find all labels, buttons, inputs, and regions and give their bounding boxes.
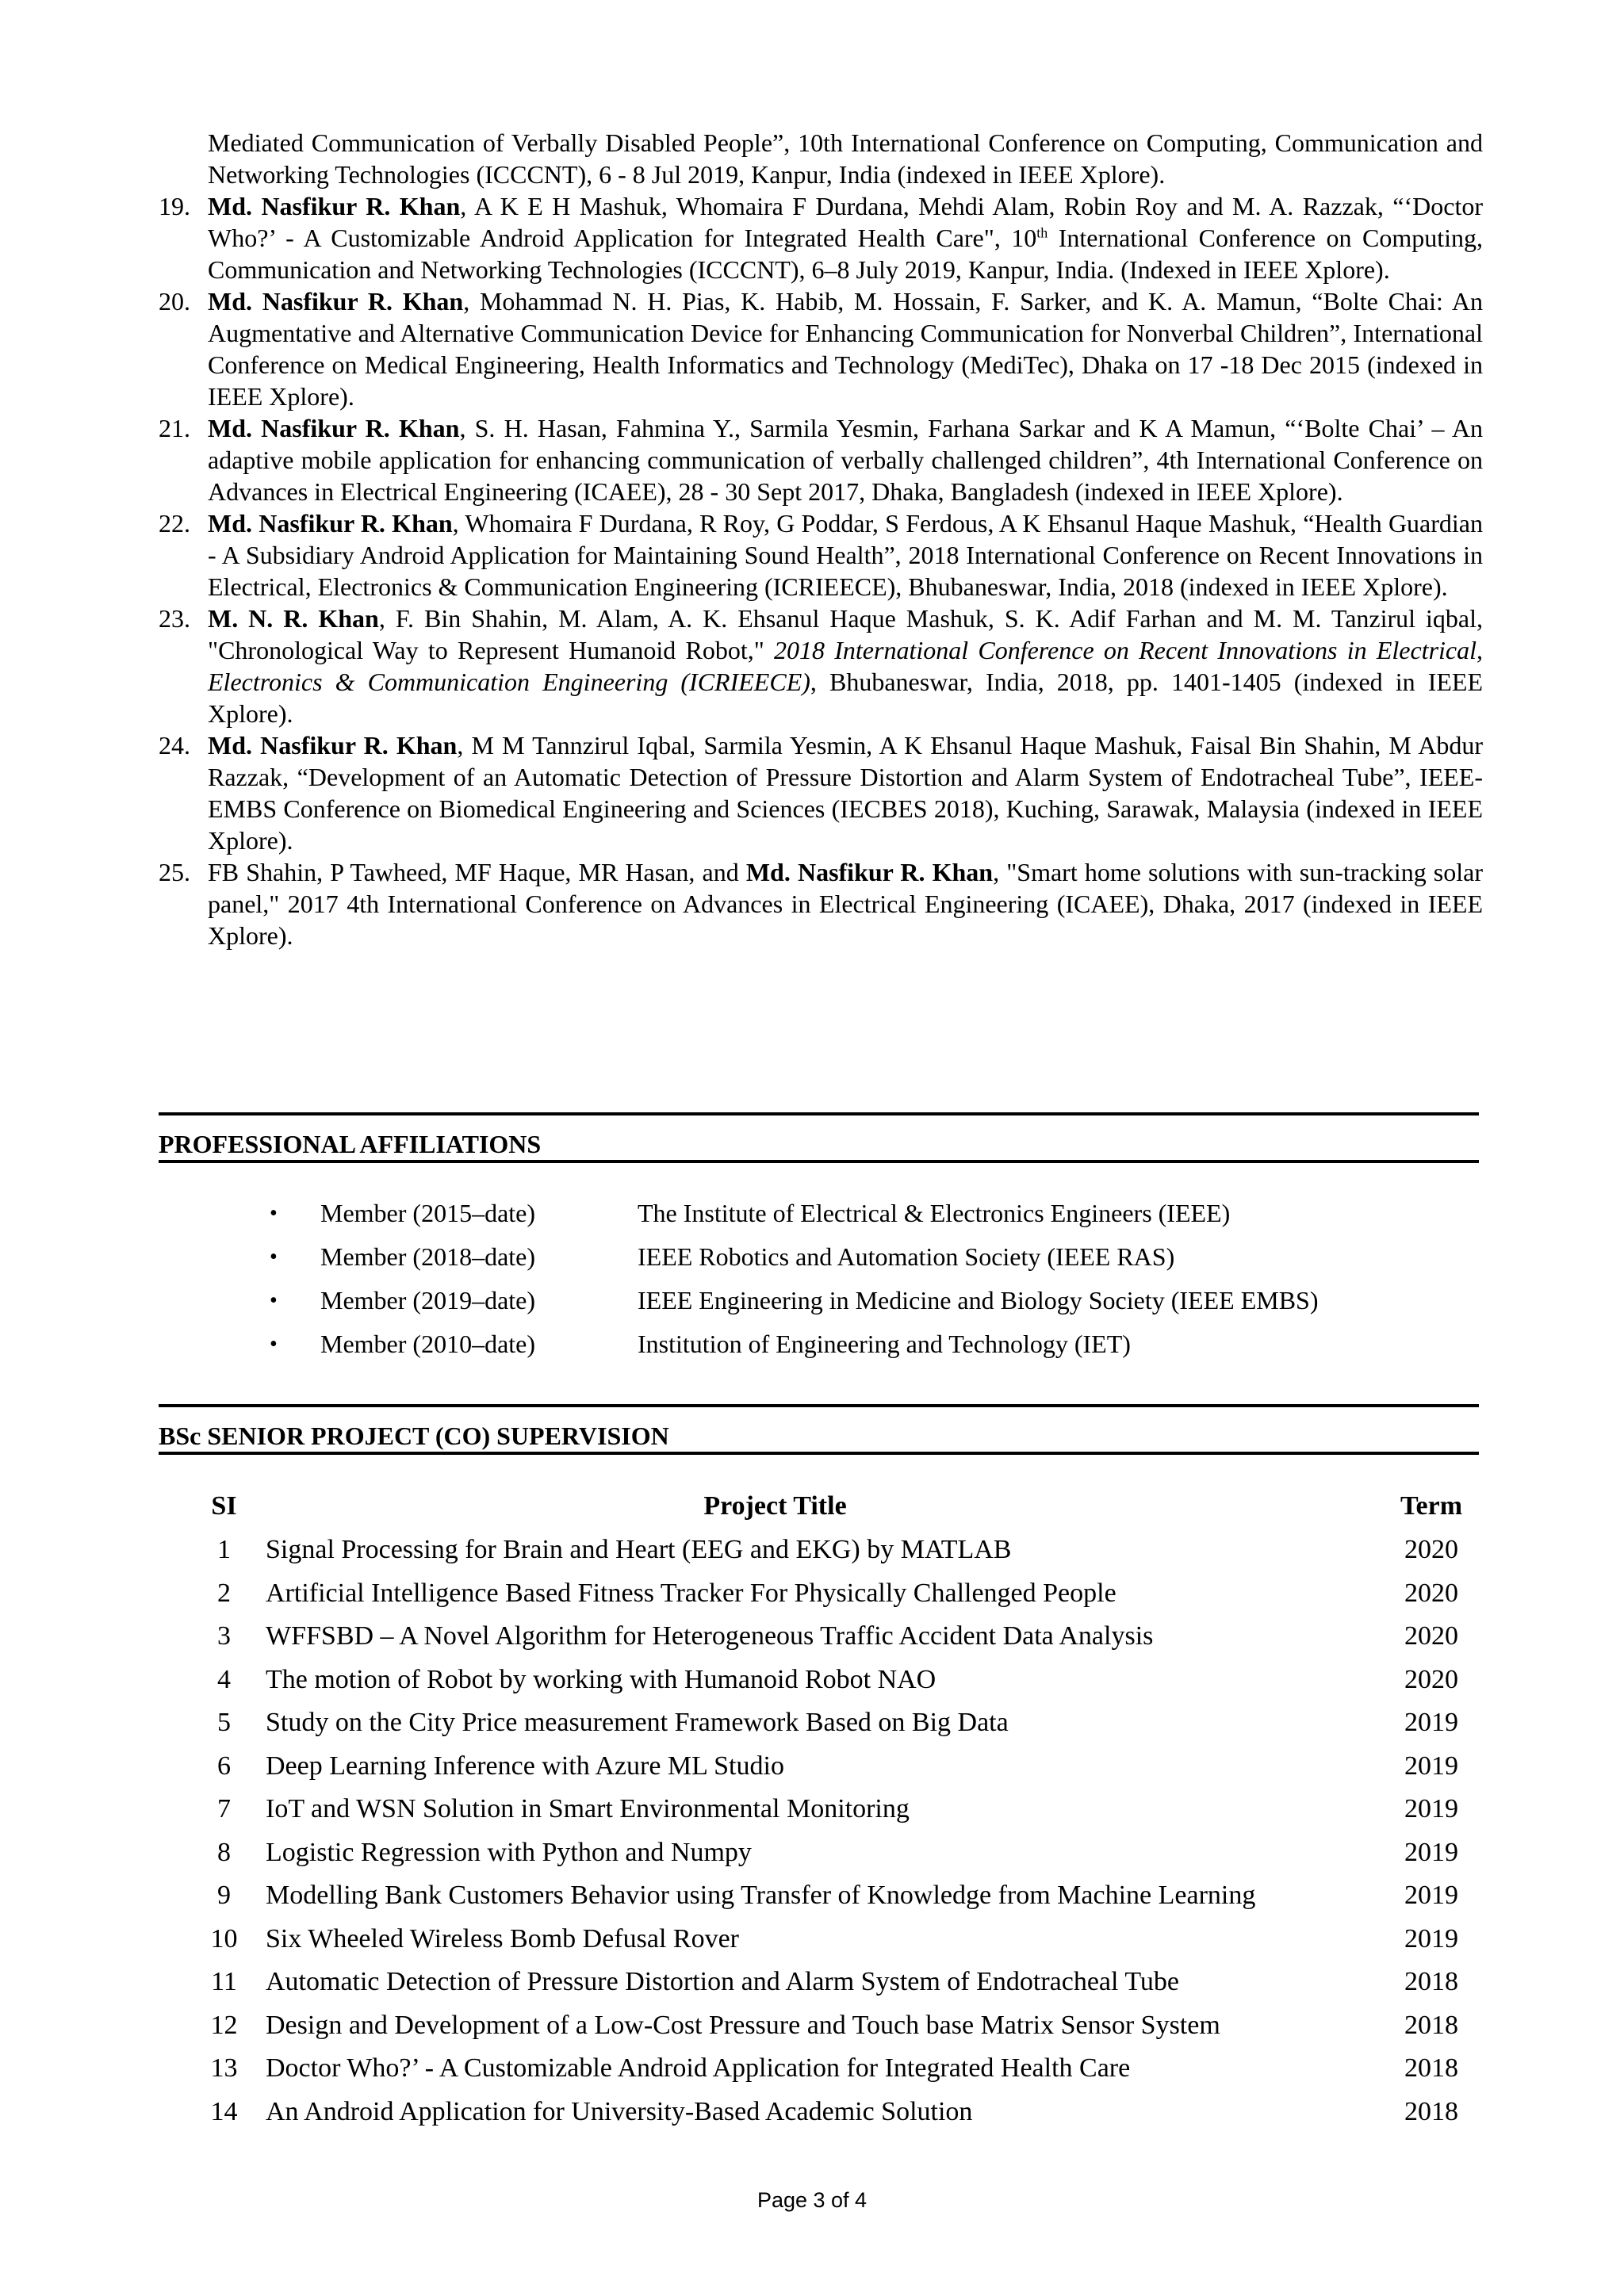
row-project-title: WFFSBD – A Novel Algorithm for Heterogeneous Traffic Accident Data Analysis [266, 1621, 1154, 1651]
bullet-icon: • [270, 1288, 278, 1313]
table-row [182, 1961, 1483, 2004]
row-term: 2018 [1404, 2053, 1458, 2084]
publication-fragment: , Whomaira F Durdana, R Roy, G Poddar, S Ferdous, A K Ehsanul Haque Mashuk, “Health Guardian - A Subsidiary Android Application for Maintaining Sound Health”, 2018 International Conference on Recent Innovations in Electrical, Electronics & Communication Engineering (ICRIEECE), Bhubaneswar, India, 2018 (indexed in IEEE Xplore). [208, 509, 1484, 601]
author-name: Md. Nasfikur R. Khan [208, 287, 464, 316]
publication-item [159, 285, 1483, 412]
row-project-title: Study on the City Price measurement Framework Based on Big Data [266, 1708, 1009, 1738]
row-si: 7 [217, 1794, 231, 1824]
affiliation-item [270, 1192, 1459, 1235]
row-si: 9 [217, 1881, 231, 1911]
table-row [182, 1918, 1483, 1961]
publication-fragment: , Mohammad N. H. Pias, K. Habib, M. Hossain, F. Sarker, and K. A. Mamun, “Bolte Chai: An Augmentative and Alternative Communication Device for Enhancing Communication for Nonverbal Children”, International Conference on Medical Engineering, Health Informatics and Technology (MediTec), Dhaka on 17 -18 Dec 2015 (indexed in IEEE Xplore). [208, 287, 1484, 411]
header-term: Term [1400, 1491, 1463, 1521]
publication-number: 25. [159, 858, 190, 886]
publication-text [208, 285, 1483, 412]
publication-text [208, 127, 1483, 190]
row-term: 2019 [1404, 1794, 1458, 1824]
publication-item [159, 507, 1483, 603]
row-project-title: Six Wheeled Wireless Bomb Defusal Rover [266, 1923, 739, 1954]
affiliation-organization: IEEE Engineering in Medicine and Biology Society (IEEE EMBS) [638, 1286, 1319, 1314]
row-project-title: Artificial Intelligence Based Fitness Tracker For Physically Challenged People [266, 1578, 1116, 1608]
row-term: 2020 [1404, 1621, 1458, 1651]
publication-text [208, 729, 1483, 856]
header-si: SI [211, 1491, 237, 1521]
publication-text [208, 190, 1483, 285]
publication-number: 19. [159, 192, 190, 220]
publication-fragment: , F. Bin Shahin, M. Alam, A. K. Ehsanul Haque Mashuk, S. K. Adif Farhan and M. M. Tanzirul iqbal, "Chronological Way to Represent Humanoid Robot," [208, 604, 1484, 664]
publication-item [159, 127, 1483, 190]
author-name: Md. Nasfikur R. Khan [745, 858, 994, 886]
row-term: 2018 [1404, 1967, 1458, 1997]
publication-number: 24. [159, 731, 190, 760]
row-si: 4 [217, 1664, 231, 1694]
table-row [182, 1659, 1483, 1702]
row-si: 2 [217, 1578, 231, 1608]
row-term: 2019 [1404, 1708, 1458, 1738]
publication-item [159, 603, 1483, 729]
page-number: Page 3 of 4 [756, 2188, 868, 2212]
row-project-title: Doctor Who?’ - A Customizable Android Application for Integrated Health Care [266, 2053, 1131, 2084]
row-project-title: Modelling Bank Customers Behavior using Transfer of Knowledge from Machine Learning [266, 1881, 1256, 1911]
project-table [182, 1484, 1483, 2133]
section-title: BSc SENIOR PROJECT (CO) SUPERVISION [159, 1422, 669, 1450]
publication-item [159, 190, 1483, 285]
publication-fragment: , A K E H Mashuk, Whomaira F Durdana, Mehdi Alam, Robin Roy and M. A. Razzak, “‘Doctor Who?’ - A Customizable Android Application for Integrated Health Care", 10 [208, 192, 1484, 252]
affiliation-list [270, 1192, 1459, 1366]
row-term: 2018 [1404, 2096, 1458, 2126]
publication-fragment: , M M Tannzirul Iqbal, Sarmila Yesmin, A K Ehsanul Haque Mashuk, Faisal Bin Shahin, M Abdur Razzak, “Development of an Automatic Detection of Pressure Distortion and Alarm System of Endotracheal Tube”, IEEE-EMBS Conference on Biomedical Engineering and Sciences (IECBES 2018), Kuching, Sarawak, Malaysia (indexed in IEEE Xplore). [208, 731, 1484, 855]
row-term: 2019 [1404, 1751, 1458, 1781]
affiliation-organization: The Institute of Electrical & Electronics Engineers (IEEE) [638, 1199, 1231, 1227]
author-name: Md. Nasfikur R. Khan [208, 509, 453, 538]
row-term: 2020 [1404, 1664, 1458, 1694]
publication-fragment: Mediated Communication of Verbally Disabled People”, 10th International Conference on Computing, Communication and Networking Technologies (ICCCNT), 6 - 8 Jul 2019, Kanpur, India (indexed in IEEE Xplore). [208, 128, 1483, 189]
publication-item [159, 412, 1483, 507]
affiliation-item [270, 1235, 1459, 1279]
affiliation-role: Member (2019–date) [320, 1286, 536, 1314]
author-name: Md. Nasfikur R. Khan [208, 731, 458, 760]
affiliation-organization: Institution of Engineering and Technology (IET) [638, 1330, 1131, 1358]
bullet-icon: • [270, 1331, 278, 1357]
row-si: 8 [217, 1837, 231, 1867]
row-term: 2018 [1404, 2010, 1458, 2040]
affiliation-role: Member (2018–date) [320, 1242, 536, 1271]
row-project-title: Deep Learning Inference with Azure ML Studio [266, 1751, 784, 1781]
row-si: 6 [217, 1751, 231, 1781]
row-project-title: An Android Application for University-Based Academic Solution [266, 2096, 973, 2126]
row-si: 12 [210, 2010, 238, 2040]
row-si: 3 [217, 1621, 231, 1651]
publication-fragment: th [1036, 224, 1048, 241]
project-table-header [182, 1484, 1483, 1529]
section-rule-bottom [159, 1452, 1479, 1455]
table-row [182, 2004, 1483, 2048]
publication-text [208, 856, 1483, 951]
row-si: 1 [217, 1535, 231, 1565]
bullet-icon: • [270, 1200, 278, 1226]
table-row [182, 1874, 1483, 1918]
publication-fragment: , Bhubaneswar, India, 2018, pp. 1401-1405 (indexed in IEEE Xplore). [208, 668, 1484, 728]
affiliation-role: Member (2010–date) [320, 1330, 536, 1358]
publication-number: 23. [159, 604, 190, 633]
row-si: 11 [211, 1967, 237, 1997]
author-name: M. N. R. Khan [208, 604, 379, 633]
table-row [182, 2047, 1483, 2091]
publication-item [159, 856, 1483, 951]
row-term: 2019 [1404, 1923, 1458, 1954]
section-rule-bottom [159, 1160, 1479, 1163]
row-term: 2020 [1404, 1535, 1458, 1565]
row-term: 2019 [1404, 1881, 1458, 1911]
affiliation-role: Member (2015–date) [320, 1199, 536, 1227]
project-table-body [182, 1529, 1483, 2133]
affiliation-item [270, 1322, 1459, 1366]
row-project-title: The motion of Robot by working with Humanoid Robot NAO [266, 1664, 936, 1694]
table-row [182, 1572, 1483, 1616]
row-term: 2019 [1404, 1837, 1458, 1867]
table-row [182, 1529, 1483, 1572]
publication-number: 22. [159, 509, 190, 538]
publication-text [208, 603, 1483, 729]
bullet-icon: • [270, 1244, 278, 1269]
row-si: 14 [210, 2096, 238, 2126]
row-project-title: IoT and WSN Solution in Smart Environmental Monitoring [266, 1794, 910, 1824]
table-row [182, 1615, 1483, 1659]
supervision-section [159, 1404, 1479, 1455]
table-row [182, 1701, 1483, 1745]
affiliations-section [159, 1112, 1479, 1163]
affiliation-item [270, 1279, 1459, 1322]
publication-text [208, 412, 1483, 507]
row-project-title: Logistic Regression with Python and Numpy [266, 1837, 752, 1867]
publication-number: 20. [159, 287, 190, 316]
publication-text [208, 507, 1483, 603]
section-title: PROFESSIONAL AFFILIATIONS [159, 1130, 542, 1158]
publication-number: 21. [159, 414, 190, 442]
header-project-title: Project Title [703, 1491, 847, 1521]
publication-list [159, 127, 1483, 951]
row-si: 5 [217, 1708, 231, 1738]
row-project-title: Signal Processing for Brain and Heart (EEG and EKG) by MATLAB [266, 1535, 1012, 1565]
author-name: Md. Nasfikur R. Khan [208, 192, 461, 220]
row-si: 10 [210, 1923, 238, 1954]
row-term: 2020 [1404, 1578, 1458, 1608]
publication-fragment: 2018 International Conference on Recent Innovations in Electrical, Electronics & Communication Engineering (ICRIEECE) [208, 636, 1484, 696]
table-row [182, 2091, 1483, 2134]
publication-fragment: International Conference on Computing, Communication and Networking Technologies (ICCCNT), 6–8 July 2019, Kanpur, India. (Indexed in IEEE Xplore). [208, 224, 1484, 284]
publication-fragment: , "Smart home solutions with sun-tracking solar panel," 2017 4th International Conference on Advances in Electrical Engineering (ICAEE), Dhaka, 2017 (indexed in IEEE Xplore). [208, 858, 1484, 950]
author-name: Md. Nasfikur R. Khan [208, 414, 460, 442]
row-si: 13 [210, 2053, 238, 2084]
publication-fragment: , S. H. Hasan, Fahmina Y., Sarmila Yesmin, Farhana Sarkar and K A Mamun, “‘Bolte Chai’ – An adaptive mobile application for enhancing communication of verbally challenged children”, 4th International Conference on Advances in Electrical Engineering (ICAEE), 28 - 30 Sept 2017, Dhaka, Bangladesh (indexed in IEEE Xplore). [208, 414, 1484, 506]
table-row [182, 1788, 1483, 1831]
table-row [182, 1745, 1483, 1789]
row-project-title: Design and Development of a Low-Cost Pressure and Touch base Matrix Sensor System [266, 2010, 1220, 2040]
affiliation-organization: IEEE Robotics and Automation Society (IEEE RAS) [638, 1242, 1175, 1271]
publication-fragment: FB Shahin, P Tawheed, MF Haque, MR Hasan, and [208, 858, 746, 886]
row-project-title: Automatic Detection of Pressure Distortion and Alarm System of Endotracheal Tube [266, 1967, 1180, 1997]
table-row [182, 1831, 1483, 1875]
publication-item [159, 729, 1483, 856]
